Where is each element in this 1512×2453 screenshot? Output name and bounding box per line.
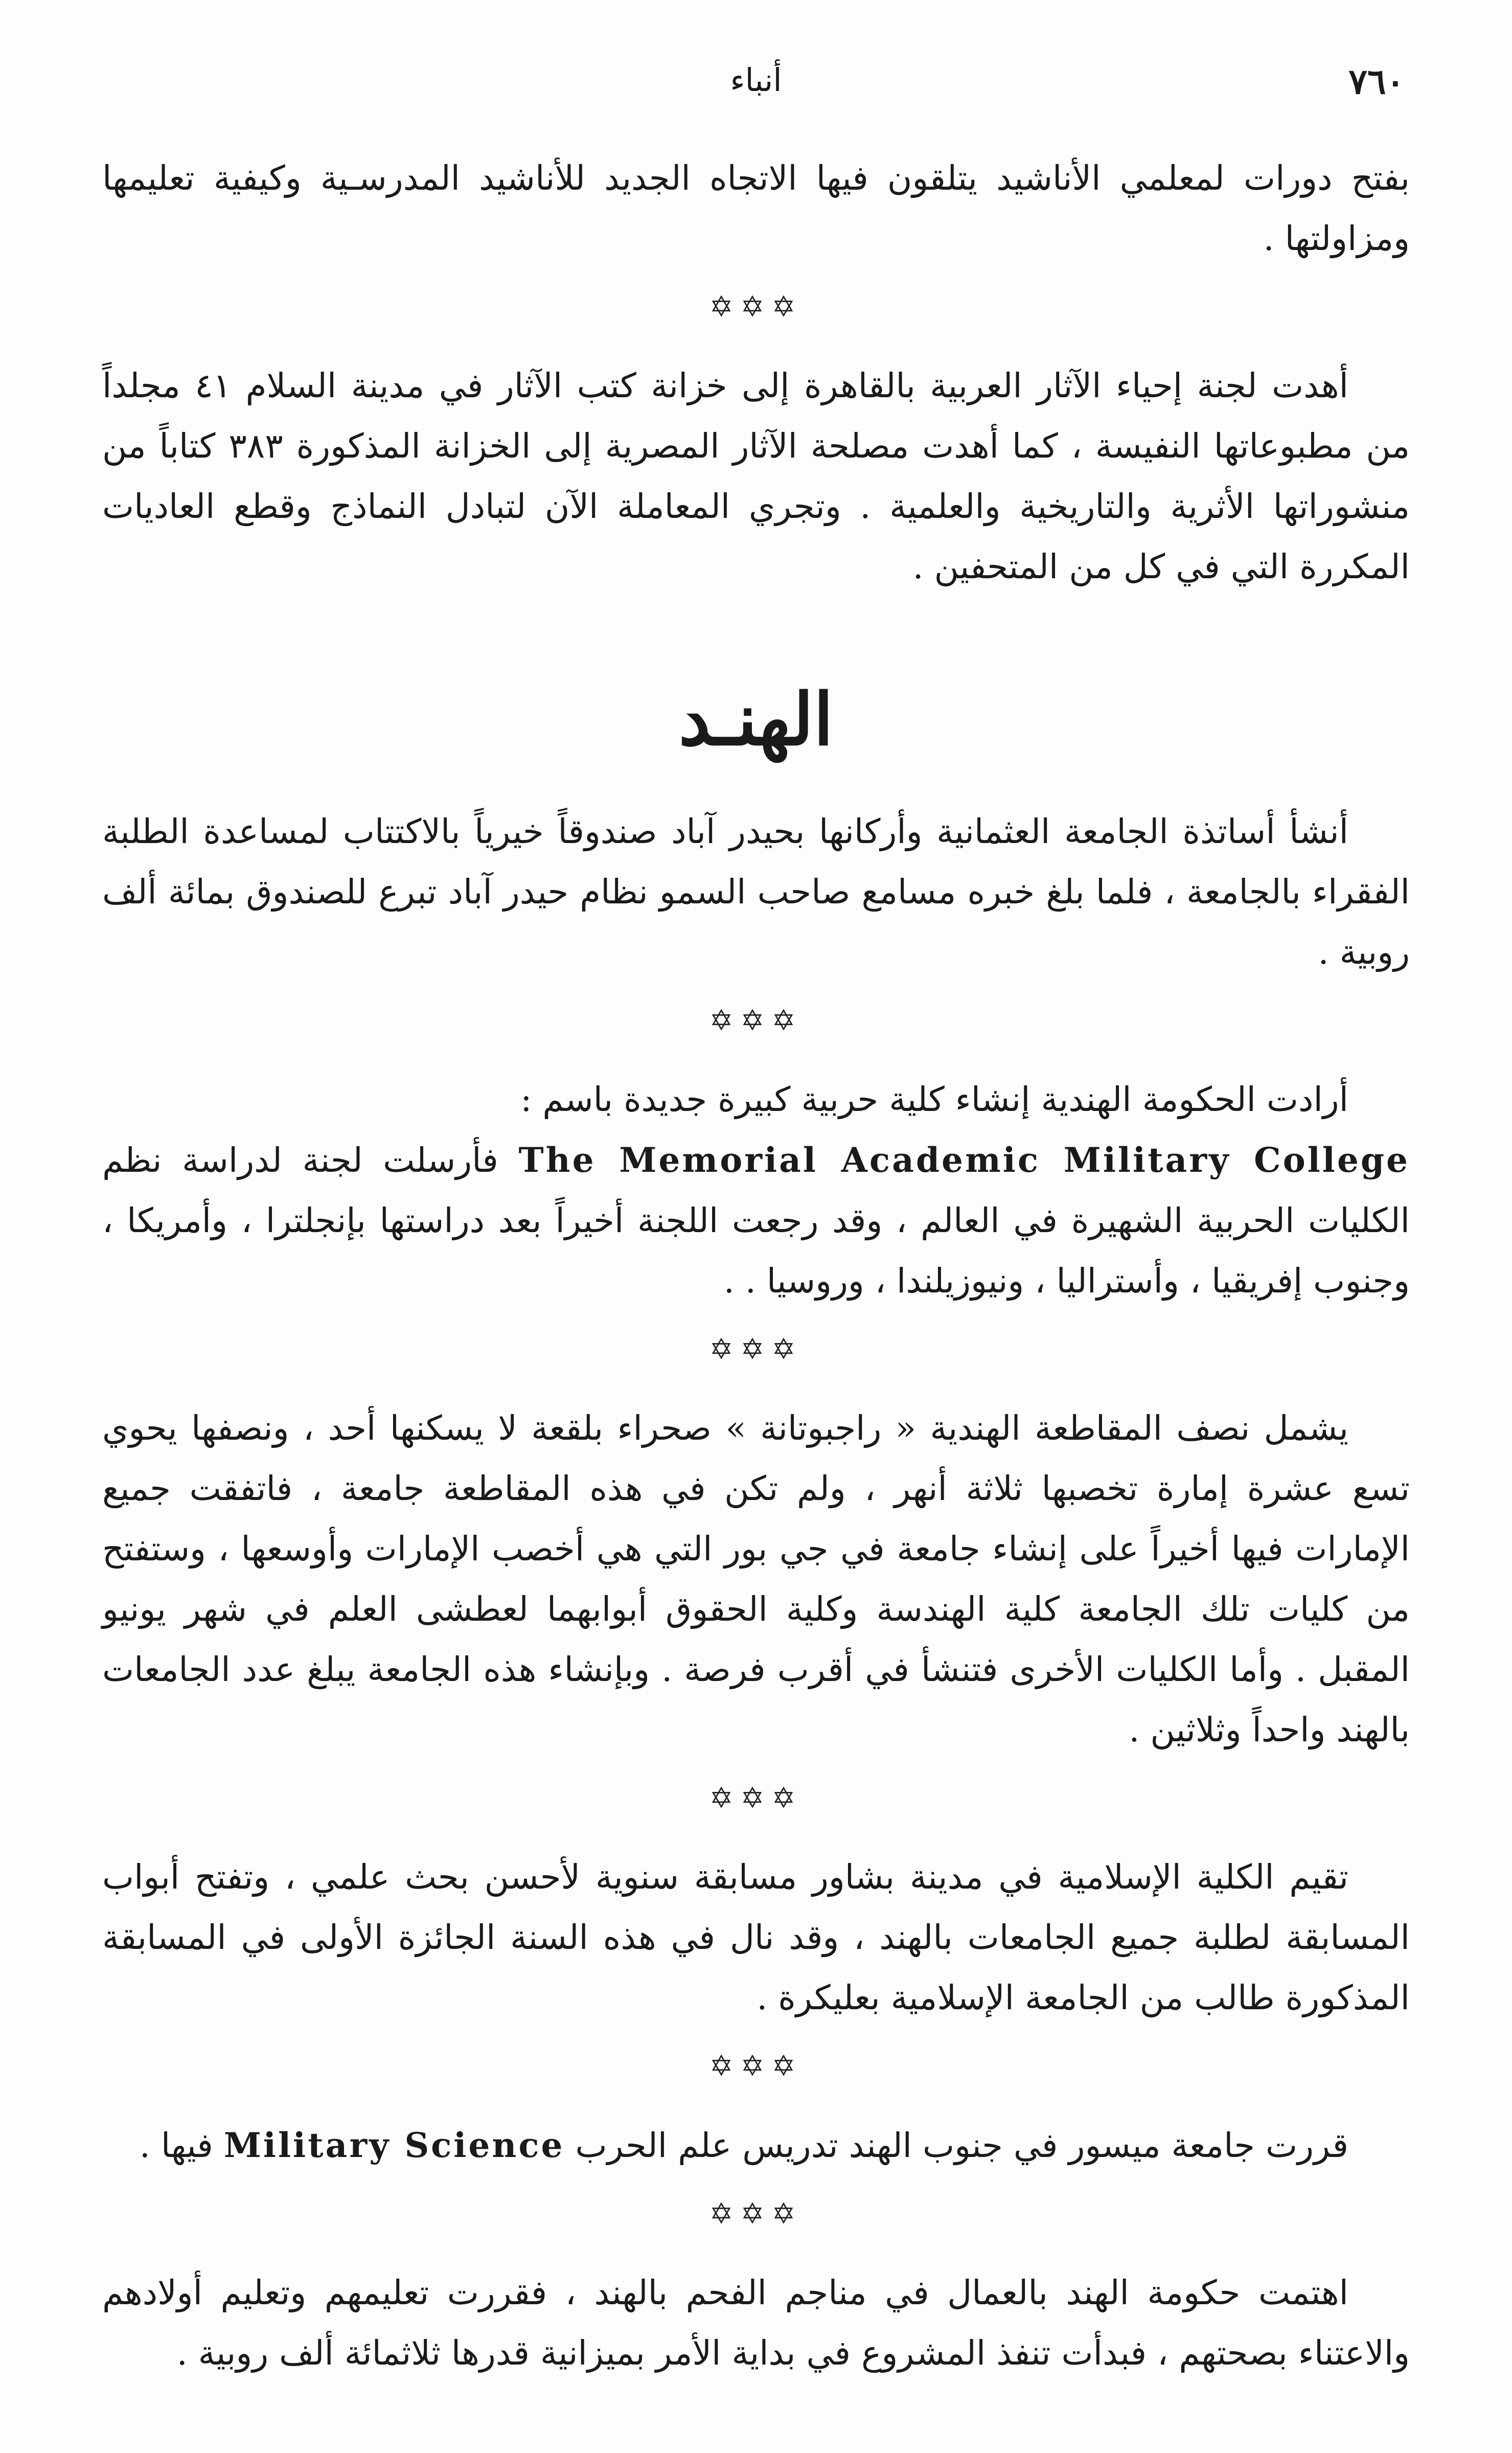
page-header	[107, 61, 1405, 123]
paragraph-antiquities-gift: أهدت لجنة إحياء الآثار العربية بالقاهرة إلى خزانة كتب الآثار في مدينة السلام ٤١ مجلداً من مطبوعاتها النفيسة ، كما أهدت مصلحة الآثار المصرية إلى الخزانة المذكورة ٣٨٣ كتاباً من منشوراتها الأثرية والتاريخية والعلمية . وتجري المعاملة الآن لتبادل النماذج وقطع العاديات المكررة التي في كل من المتحفين .	[102, 366, 1410, 586]
paragraph-peshawar-contest: تقيم الكلية الإسلامية في مدينة بشاور مسابقة سنوية لأحسن بحث علمي ، وتفتح أبواب المسابقة لطلبة جميع الجامعات بالهند ، وقد نال في هذه السنة الجائزة الأولى في المسابقة المذكورة طالب من الجامعة الإسلامية بعليكرة .	[102, 1857, 1410, 2017]
star-separator: ✡✡✡	[709, 290, 803, 324]
section-title-india: الهنـد	[678, 678, 834, 762]
mysore-text-before: قررت جامعة ميسور في جنوب الهند تدريس علم الحرب	[575, 2126, 1348, 2165]
latin-military-science: Military Science	[223, 2125, 565, 2165]
paragraph-osmania-fund: أنشأ أساتذة الجامعة العثمانية وأركانها بحيدر آباد صندوقاً خيرياً بالاكتتاب لمساعدة الطلبة الفقراء بالجامعة ، فلما بلغ خبره مسامع صاحب السمو نظام حيدر آباد تبرع للصندوق بمائة ألف روبية .	[102, 812, 1410, 972]
star-separator: ✡✡✡	[709, 1333, 803, 1366]
page-body	[102, 148, 1410, 2383]
paragraph-military-college-rest: فأرسلت لجنة لدراسة نظم الكليات الحربية الشهيرة في العالم ، وقد رجعت اللجنة أخيراً بعد دراستها بإنجلترا ، وأمريكا ، وجنوب إفريقيا ، وأستراليا ، ونيوزيلندا ، وروسيا . .	[102, 1141, 1410, 1301]
latin-college-name: The Memorial Academic Military College	[518, 1140, 1410, 1180]
star-separator: ✡✡✡	[709, 2197, 803, 2231]
paragraph-coal-miners: اهتمت حكومة الهند بالعمال في مناجم الفحم بالهند ، فقررت تعليمهم وتعليم أولادهم والاعتناء بصحتهم ، فبدأت تنفذ المشروع في بداية الأمر بميزانية قدرها ثلاثمائة ألف روبية .	[102, 2273, 1410, 2373]
running-head: أنباء	[730, 61, 782, 99]
page-number: ٧٦٠	[1348, 61, 1405, 102]
paragraph-military-college-intro: أرادت الحكومة الهندية إنشاء كلية حربية كبيرة جديدة باسم :	[520, 1080, 1348, 1119]
paragraph-military-college	[102, 1130, 1410, 1311]
star-separator: ✡✡✡	[709, 1782, 803, 1815]
star-separator: ✡✡✡	[709, 2050, 803, 2083]
paragraph-mysore-military-science	[102, 2115, 1410, 2176]
paragraph-rajputana-university: يشمل نصف المقاطعة الهندية « راجبوتانة » صحراء بلقعة لا يسكنها أحد ، ونصفها يحوي تسع عشرة إمارة تخصبها ثلاثة أنهر ، ولم تكن في هذه المقاطعة جامعة ، فاتفقت جميع الإمارات فيها أخيراً على إنشاء جامعة في جي بور التي هي أخصب الإمارات وأوسعها ، وستفتح من كليات تلك الجامعة كلية الهندسة وكلية الحقوق أبوابهما لعطشى العلم في شهر يونيو المقبل . وأما الكليات الأخرى فتنشأ في أقرب فرصة . وبإنشاء هذه الجامعة يبلغ عدد الجامعات بالهند واحداً وثلاثين .	[102, 1409, 1410, 1750]
star-separator: ✡✡✡	[709, 1004, 803, 1037]
mysore-text-after: فيها .	[139, 2126, 213, 2165]
paragraph-schools-anthems: بفتح دورات لمعلمي الأناشيد يتلقون فيها الاتجاه الجديد للأناشيد المدرسـية وكيفية تعليمها ومزاولتها .	[102, 158, 1410, 258]
